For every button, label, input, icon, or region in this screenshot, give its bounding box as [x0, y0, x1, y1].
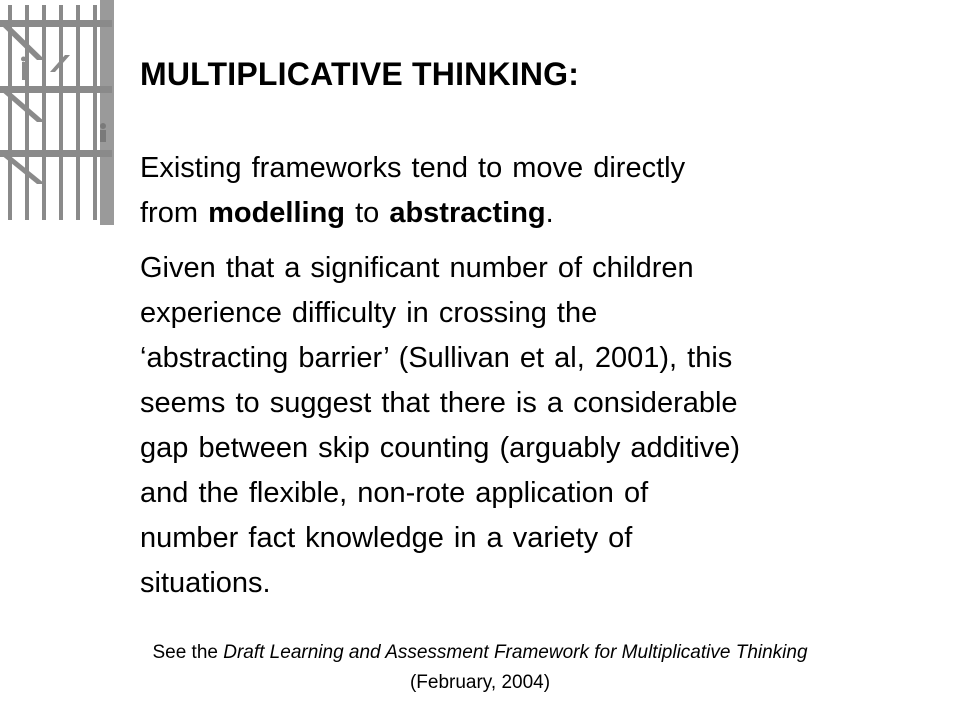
body-line: number fact knowledge in a variety of	[140, 522, 633, 554]
footer-line-1	[20, 638, 940, 668]
body-line: situations.	[140, 567, 271, 599]
intro-text-mid: to	[345, 197, 390, 229]
intro-line-2	[140, 191, 910, 236]
body-line: gap between skip counting (arguably additive)	[140, 432, 741, 464]
bold-term-modelling: modelling	[208, 197, 346, 229]
body-line: seems to suggest that there is a considerable	[140, 387, 738, 419]
footer-prefix: See the	[152, 642, 224, 663]
slide-title: MULTIPLICATIVE THINKING:	[140, 56, 580, 92]
scaffolding-illustration-icon	[0, 0, 120, 225]
footer-reference	[20, 638, 940, 698]
body-line: ‘abstracting barrier’ (Sullivan et al, 2001), this	[140, 342, 733, 374]
intro-text-prefix: from	[140, 197, 209, 229]
intro-text-suffix: .	[545, 197, 554, 229]
bold-term-abstracting: abstracting	[389, 197, 546, 229]
body-paragraph	[140, 246, 910, 606]
intro-paragraph	[140, 146, 910, 236]
footer-line-2: (February, 2004)	[409, 672, 551, 693]
body-line: and the flexible, non-rote application of	[140, 477, 649, 509]
body-line: experience difficulty in crossing the	[140, 297, 598, 329]
body-line: Given that a significant number of children	[140, 252, 694, 284]
intro-line-1: Existing frameworks tend to move directly	[140, 152, 686, 184]
footer-document-title: Draft Learning and Assessment Framework for Multiplicative Thinking	[223, 642, 808, 663]
